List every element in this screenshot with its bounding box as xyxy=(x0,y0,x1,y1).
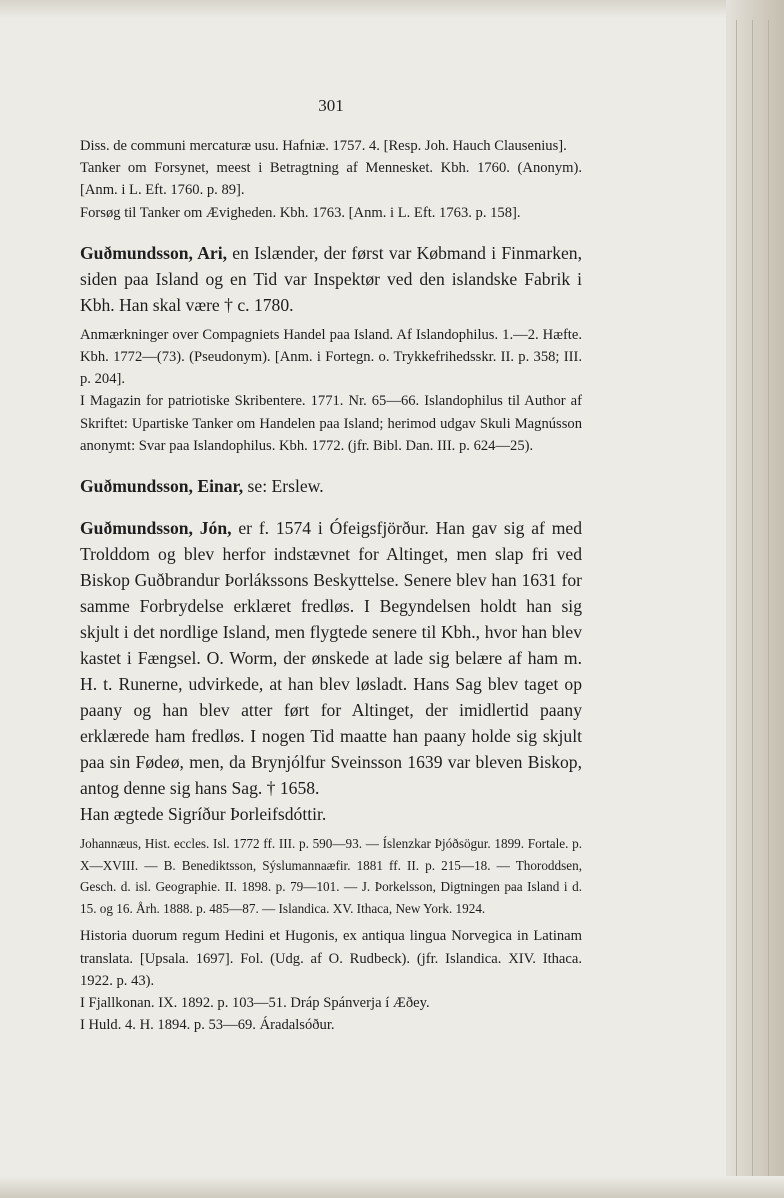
entry-text: Tanker om Forsynet, meest i Betragtning af Mennesket. Kbh. 1760. (Anonym). [Anm. i L. Eft. 1760. p. 89]. xyxy=(80,160,582,199)
biography-text: en Islænder, der først var Købmand i Finmarken, siden paa Island og en Tid var Inspektør ved den islandske Fabrik i Kbh. Han skal være † c. 1780. xyxy=(80,242,582,315)
entry-heading: Guðmundsson, Ari, xyxy=(80,242,228,263)
page-number: 301 xyxy=(318,96,344,115)
entry-text: Forsøg til Tanker om Ævigheden. Kbh. 1763. [Anm. i L. Eft. 1763. p. 158]. xyxy=(80,204,521,221)
page-edge-line xyxy=(736,20,737,1190)
sources-text: Johannæus, Hist. eccles. Isl. 1772 ff. III. p. 590—93. — Íslenzkar Þjóðsögur. 1899. Fortale. p. X—XVIII. — B. Benediktsson, Sýslumannaæfir. 1881 ff. II. p. 215—18. — Thoroddsen, Gesch. d. isl. Geographie. II. 1898. p. 79—101. — J. Þorkelsson, Digtningen paa Island i d. 15. og 16. Årh. 1888. p. 485—87. — Islandica. XV. Ithaca, New York. 1924. xyxy=(80,836,582,916)
work-entry: Anmærkninger over Compagniets Handel paa Island. Af Islandophilus. 1.—2. Hæfte. Kbh. 1772—(73). (Pseudonym). [Anm. i Fortegn. o. Trykkefrihedsskr. II. p. 358; III. p. 204]. xyxy=(80,326,582,388)
marriage-text: Han ægtede Sigríður Þorleifsdóttir. xyxy=(80,804,327,825)
page-bottom-edge xyxy=(0,1176,784,1198)
biography-jon xyxy=(80,515,582,801)
cross-reference: se: Erslew. xyxy=(243,476,324,497)
entry-text: Diss. de communi mercaturæ usu. Hafniæ. 1757. 4. [Resp. Joh. Hauch Clausenius]. xyxy=(80,138,567,154)
biography-text: er f. 1574 i Ófeigsfjörður. Han gav sig af med Trolddom og blev herfor indstævnet for Altinget, men slap fri ved Biskop Guðbrandur Þorlákssons Beskyttelse. Senere blev han 1631 for samme Forbrydelse erklæret fredløs. I Begyndelsen holdt han sig skjult i det nordlige Island, men flygtede senere til Kbh., hvor han blev kastet i Fængsel. O. Worm, der ønskede at lade sig belære af ham m. H. t. Runerne, udvirkede, at han blev løsladt. Hans Sag blev taget op paany og han blev atter ført for Altinget, der imidlertid paany erklærede ham fredløs. I nogen Tid maatte han paany holde sig skjult paa sin Fødeø, men, da Brynjólfur Sveinsson 1639 var bleven Biskop, antog denne sig hans Sag. † 1658. xyxy=(80,518,582,799)
entry-heading: Guðmundsson, Jón, xyxy=(80,518,232,539)
work-entry: Historia duorum regum Hedini et Hugonis, ex antiqua lingua Norvegica in Latinam translata. [Upsala. 1697]. Fol. (Udg. af O. Rudbeck). (jfr. Islandica. XIV. Ithaca. 1922. p. 43). xyxy=(80,928,582,989)
work-entry: I Huld. 4. H. 1894. p. 53—69. Áradalsóður. xyxy=(80,1017,335,1034)
page-top-edge xyxy=(0,0,784,18)
biography-ari xyxy=(80,240,582,318)
biography-einar xyxy=(80,473,582,499)
page-edges-right xyxy=(726,0,784,1198)
page-text xyxy=(80,96,582,1036)
page-edge-line xyxy=(768,20,769,1190)
work-entry: I Fjallkonan. IX. 1892. p. 103—51. Dráp Spánverja í Æðey. xyxy=(80,995,430,1012)
page-edge-line xyxy=(752,20,753,1190)
entry-heading: Guðmundsson, Einar, xyxy=(80,476,244,497)
work-entry: I Magazin for patriotiske Skribentere. 1771. Nr. 65—66. Islandophilus til Author af Skriftet: Upartiske Tanker om Handelen paa Island; herimod udgav Skuli Magnússon anonymt: Svar paa Islandophilus. Kbh. 1772. (jfr. Bibl. Dan. III. p. 624—25). xyxy=(80,393,582,454)
